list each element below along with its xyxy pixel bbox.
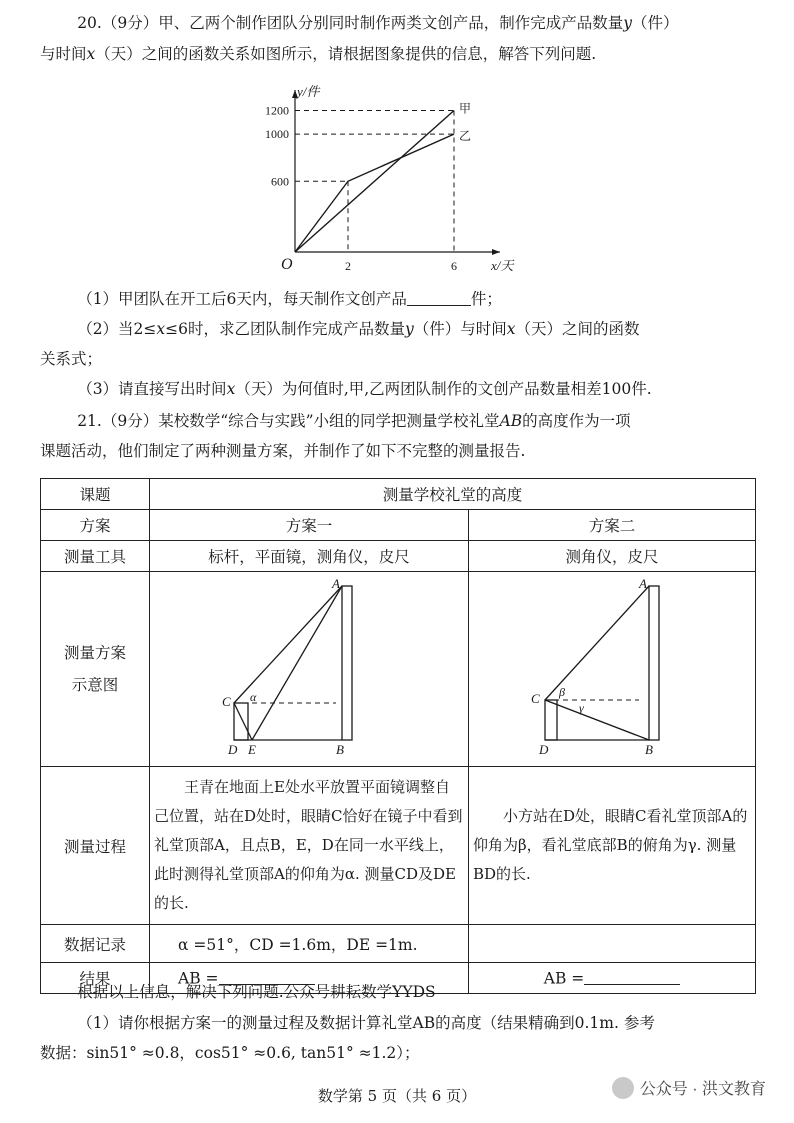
q20-sub3: （3）请直接写出时间x（天）为何值时,甲,乙两团队制作的文创产品数量相差100件. — [77, 380, 652, 398]
plan1-title: 方案一 — [150, 510, 469, 541]
q20-sub2: （2）当2≤x≤6时，求乙团队制作完成产品数量y（件）与时间x（天）之间的函数 — [77, 320, 640, 338]
plan2-process: 小方站在D处，眼睛C看礼堂顶部A的仰角为β，看礼堂底部B的俯角为γ. 测量BD的长. — [469, 767, 756, 925]
angle-beta: β — [559, 685, 565, 699]
point-A: A — [639, 576, 647, 591]
y-tick-label: 1200 — [265, 103, 289, 118]
q21-after-table: 根据以上信息，解决下列问题.公众号耕耘数学YYDS — [77, 983, 436, 1001]
plan2-title: 方案二 — [469, 510, 756, 541]
label-data: 数据记录 — [41, 925, 150, 963]
point-B: B — [336, 742, 344, 757]
row-tools — [41, 541, 756, 572]
row-topic — [41, 479, 756, 510]
row-data — [41, 925, 756, 963]
plan2-tools: 测角仪，皮尺 — [469, 541, 756, 572]
label-plan: 方案 — [41, 510, 150, 541]
point-C: C — [222, 694, 231, 709]
origin-label: O — [281, 256, 293, 273]
x-tick-label: 2 — [345, 259, 351, 273]
q20-stem-line2: 与时间x（天）之间的函数关系如图所示，请根据图象提供的信息，解答下列问题. — [40, 45, 597, 63]
q20-sub2-cont: 关系式； — [40, 350, 103, 368]
row-plan — [41, 510, 756, 541]
point-C: C — [531, 691, 540, 706]
plan2-data — [469, 925, 756, 963]
q20-stem-line1: 20.（9分）甲、乙两个制作团队分别同时制作两类文创产品，制作完成产品数量y（件） — [77, 14, 679, 32]
point-D: D — [228, 742, 238, 757]
point-A: A — [332, 576, 340, 591]
x-tick-label: 6 — [451, 259, 457, 273]
y-axis-label: y/件 — [297, 84, 320, 99]
angle-alpha: α — [250, 690, 257, 704]
plan1-figure — [150, 572, 469, 767]
page-footer: 数学第 5 页（共 6 页） — [317, 1087, 477, 1105]
q21-stem-line1: 21.（9分）某校数学“综合与实践”小组的同学把测量学校礼堂AB的高度作为一项 — [77, 412, 631, 430]
label-figure: 测量方案 示意图 — [41, 572, 150, 767]
answer-blank[interactable] — [407, 290, 471, 307]
angle-gamma: γ — [579, 701, 584, 715]
measurement-report-table — [40, 478, 756, 994]
x-axis-label: x/天 — [491, 258, 514, 273]
series-label-1: 甲 — [459, 101, 472, 116]
row-figure — [41, 572, 756, 767]
y-tick-label: 600 — [271, 174, 289, 189]
label-result: 结果 — [41, 963, 150, 994]
plan1-data: α =51°，CD =1.6m，DE =1m. — [150, 925, 469, 963]
y-tick-label: 1000 — [265, 127, 289, 142]
q21-sub1: （1）请你根据方案一的测量过程及数据计算礼堂AB的高度（结果精确到0.1m. 参考 — [77, 1014, 655, 1032]
point-B: B — [645, 742, 653, 757]
series-label-2: 乙 — [459, 129, 472, 144]
plan1-process: 王青在地面上E处水平放置平面镜调整自己位置，站在D处时，眼睛C恰好在镜子中看到礼堂顶部A，且点B，E，D在同一水平线上，此时测得礼堂顶部A的仰角为α. 测量CD及DE的长. — [150, 767, 469, 925]
series-line-2 — [295, 134, 454, 252]
label-topic: 课题 — [41, 479, 150, 510]
point-E: E — [248, 742, 256, 757]
topic-value: 测量学校礼堂的高度 — [150, 479, 756, 510]
plan1-tools: 标杆，平面镜，测角仪，皮尺 — [150, 541, 469, 572]
x-axis-arrow — [492, 249, 500, 255]
wechat-icon — [612, 1077, 634, 1099]
point-D: D — [539, 742, 549, 757]
series-line-1 — [295, 111, 454, 252]
plan2-diagram — [469, 572, 755, 762]
row-process — [41, 767, 756, 925]
plan1-result: AB = — [150, 963, 469, 994]
wechat-watermark: 公众号 · 洪文教育 — [612, 1076, 766, 1099]
label-tools: 测量工具 — [41, 541, 150, 572]
plan1-diagram — [150, 572, 468, 762]
label-process: 测量过程 — [41, 767, 150, 925]
q21-stem-line2: 课题活动，他们制定了两种测量方案，并制作了如下不完整的测量报告. — [40, 442, 526, 460]
plan2-figure — [469, 572, 756, 767]
q20-sub1: （1）甲团队在开工后6天内，每天制作文创产品 件； — [77, 290, 502, 308]
plan2-result: AB = — [469, 963, 756, 994]
q20-function-graph — [255, 78, 515, 278]
q21-sub1-cont: 数据：sin51° ≈0.8，cos51° ≈0.6, tan51° ≈1.2）； — [40, 1044, 420, 1062]
